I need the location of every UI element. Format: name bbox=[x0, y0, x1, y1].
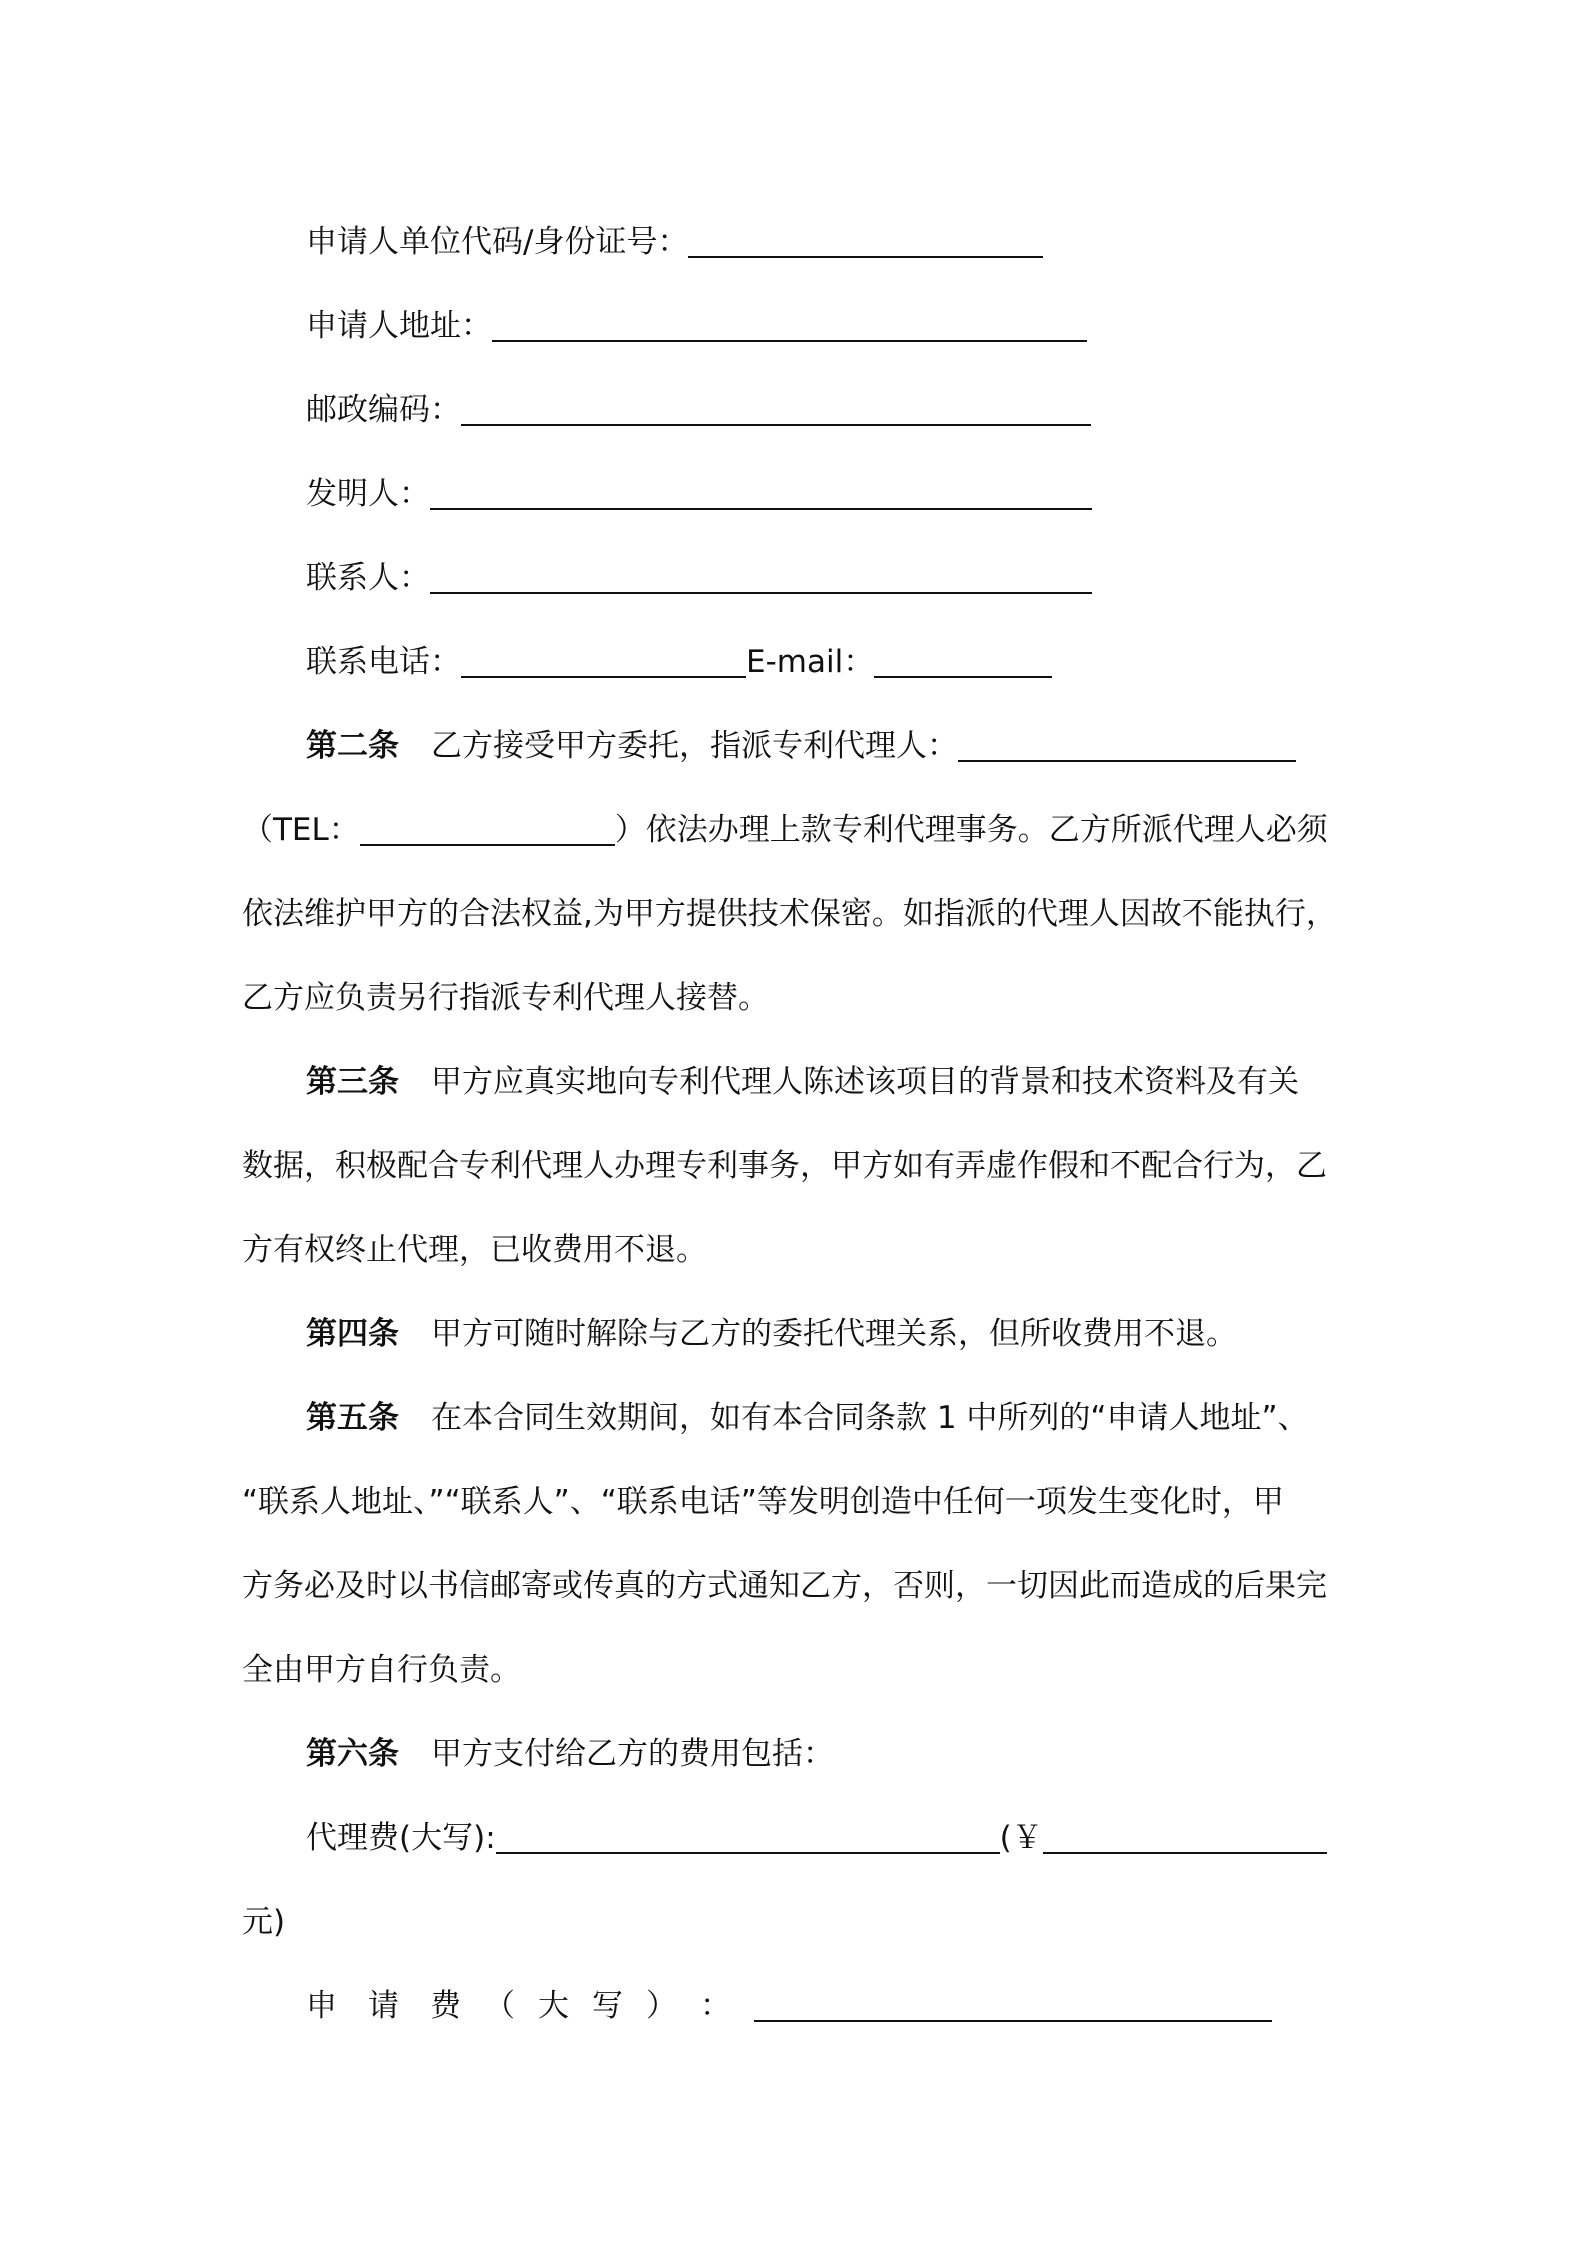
agency-fee-blank bbox=[496, 1816, 1000, 1854]
article2-line1 bbox=[242, 704, 1348, 788]
yuan-close: 元) bbox=[242, 1904, 286, 1940]
article6-line1 bbox=[242, 1712, 1348, 1796]
phone-email-row bbox=[242, 620, 1348, 704]
article2-text2: ）依法办理上款专利代理事务。乙方所派代理人必须 bbox=[614, 812, 1328, 848]
app-fee-char: 写 bbox=[592, 1988, 623, 2024]
applicant-address-label: 申请人地址： bbox=[306, 308, 492, 344]
agency-fee-row bbox=[242, 1796, 1348, 1880]
article2-line4: 乙方应负责另行指派专利代理人接替。 bbox=[242, 980, 769, 1016]
application-fee-row bbox=[242, 1964, 1348, 2048]
article4-text1: 甲方可随时解除与乙方的委托代理关系，但所收费用不退。 bbox=[431, 1316, 1237, 1352]
yen-open: (￥ bbox=[999, 1820, 1043, 1856]
application-fee-blank bbox=[754, 1984, 1272, 2022]
applicant-code-label: 申请人单位代码/身份证号： bbox=[306, 224, 689, 260]
inventor-label: 发明人： bbox=[306, 476, 430, 512]
phone-label: 联系电话： bbox=[306, 644, 461, 680]
contact-blank bbox=[430, 556, 1092, 594]
contact-row bbox=[242, 536, 1348, 620]
postcode-row bbox=[242, 368, 1348, 452]
agency-fee-label: 代理费(大写): bbox=[306, 1820, 496, 1856]
article5-line4: 全由甲方自行负责。 bbox=[242, 1652, 521, 1688]
article4-title: 第四条 bbox=[306, 1316, 399, 1352]
article3-title: 第三条 bbox=[306, 1064, 399, 1100]
applicant-address-row bbox=[242, 284, 1348, 368]
app-fee-char: （ bbox=[484, 1988, 515, 2024]
app-fee-char: 费 bbox=[430, 1988, 461, 2024]
inventor-blank bbox=[430, 472, 1092, 510]
article3-line2: 数据，积极配合专利代理人办理专利事务，甲方如有弄虚作假和不配合行为，乙 bbox=[242, 1148, 1327, 1184]
article3-line3: 方有权终止代理，已收费用不退。 bbox=[242, 1232, 707, 1268]
app-fee-char: 请 bbox=[368, 1988, 399, 2024]
email-blank bbox=[874, 640, 1052, 678]
article3-text1: 甲方应真实地向专利代理人陈述该项目的背景和技术资料及有关 bbox=[431, 1064, 1299, 1100]
agent-name-blank bbox=[958, 724, 1296, 762]
app-fee-char: ） bbox=[646, 1988, 677, 2024]
article3-line1 bbox=[242, 1040, 1348, 1124]
email-label: E-mail： bbox=[746, 644, 875, 680]
article2-title: 第二条 bbox=[306, 728, 399, 764]
applicant-address-blank bbox=[492, 304, 1087, 342]
yuan-close-row bbox=[242, 1880, 1348, 1964]
inventor-row bbox=[242, 452, 1348, 536]
article6-text1: 甲方支付给乙方的费用包括： bbox=[431, 1736, 834, 1772]
article2-line3: 依法维护甲方的合法权益,为甲方提供技术保密。如指派的代理人因故不能执行， bbox=[242, 896, 1337, 932]
app-fee-char: ： bbox=[700, 1988, 731, 2024]
contact-label: 联系人： bbox=[306, 560, 430, 596]
postcode-label: 邮政编码： bbox=[306, 392, 461, 428]
article2-line2 bbox=[242, 788, 1348, 872]
article6-title: 第六条 bbox=[306, 1736, 399, 1772]
article5-line2: “联系人地址、”“联系人”、“联系电话”等发明创造中任何一项发生变化时，甲 bbox=[242, 1484, 1284, 1520]
article5-line3: 方务必及时以书信邮寄或传真的方式通知乙方，否则，一切因此而造成的后果完 bbox=[242, 1568, 1327, 1604]
application-fee-label bbox=[306, 1964, 754, 2048]
applicant-code-row bbox=[242, 200, 1348, 284]
article5-text1: 在本合同生效期间，如有本合同条款 1 中所列的“申请人地址”、 bbox=[431, 1400, 1309, 1436]
app-fee-char: 申 bbox=[306, 1988, 337, 2024]
tel-blank bbox=[360, 808, 615, 846]
article4-line1 bbox=[242, 1292, 1348, 1376]
agency-fee-amount-blank bbox=[1043, 1816, 1327, 1854]
app-fee-char: 大 bbox=[538, 1988, 569, 2024]
phone-blank bbox=[461, 640, 746, 678]
article5-line1 bbox=[242, 1376, 1348, 1460]
postcode-blank bbox=[461, 388, 1091, 426]
article5-title: 第五条 bbox=[306, 1400, 399, 1436]
article2-text1: 乙方接受甲方委托，指派专利代理人： bbox=[431, 728, 958, 764]
applicant-code-blank bbox=[688, 220, 1043, 258]
tel-open: （TEL： bbox=[242, 812, 360, 848]
contract-body bbox=[242, 200, 1348, 2048]
